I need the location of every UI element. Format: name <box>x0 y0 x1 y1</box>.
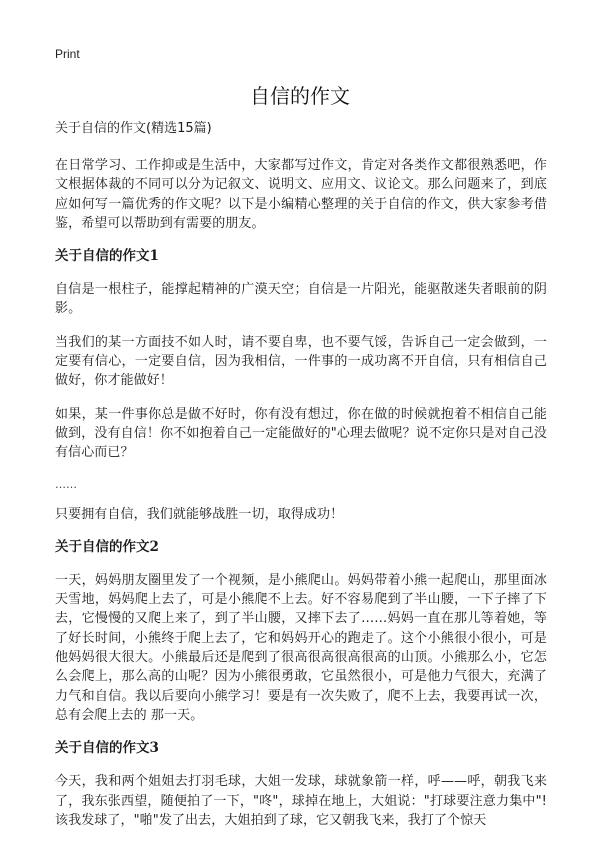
section-paragraph: 一天，妈妈朋友圈里发了一个视频，是小熊爬山。妈妈带着小熊一起爬山，那里面冰天雪地，妈妈爬上去了，可是小熊爬不上去。好不容易爬到了半山腰，一下子摔了下去，它慢慢的又爬上来了，到了半山腰，又摔下去了……妈妈一直在那儿等着她，等了好长时间，小熊终于爬上去了，它和妈妈开心的跑走了。这个小熊很小很小，可是他妈妈很大很大。小熊最后还是爬到了很高很高很高很高的山顶。小熊那么小，它怎么会爬上，那么高的山呢？因为小熊很勇敢，它虽然很小，可是他力气很大，充满了力气和自信。我以后要向小熊学习！要是有一次失败了，爬不上去，我要再试一次，总有会爬上去的 那一天。 <box>55 572 547 723</box>
document-body <box>55 120 547 844</box>
page-title: 自信的作文 <box>250 84 350 108</box>
section-heading: 关于自信的作文1 <box>55 248 159 265</box>
print-link[interactable]: Print <box>55 47 80 61</box>
intro-paragraph: 在日常学习、工作抑或是生活中，大家都写过作文，肯定对各类作文都很熟悉吧，作文根据体裁的不同可以分为记叙文、说明文、应用文、议论文。那么问题来了，到底应如何写一篇优秀的作文呢？以下是小编精心整理的关于自信的作文，供大家参考借鉴，希望可以帮助到有需要的朋友。 <box>55 158 547 231</box>
section-paragraph: 今天，我和两个姐姐去打羽毛球，大姐一发球，球就象箭一样，呼——呼，朝我飞来了，我东张西望，随便拍了一下，"咚"，球掉在地上，大姐说："打球要注意力集中"!该我发球了，"啪"发了出去，大姐拍到了球，它又朝我飞来，我打了个惊天 <box>55 774 547 828</box>
section-paragraph: 如果，某一件事你总是做不好时，你有没有想过，你在做的时候就抱着不相信自己能做到，没有自信！你不如抱着自己一定能做好的"心理去做呢？说不定你只是对自己没有信心而已？ <box>55 406 547 461</box>
document-subtitle: 关于自信的作文(精选15篇) <box>55 121 212 136</box>
section-heading: 关于自信的作文2 <box>55 538 159 555</box>
section-paragraph: 当我们的某一方面技不如人时，请不要自卑，也不要气馁，告诉自己一定会做到，一定要有信心，一定要自信，因为我相信，一件事的一成功离不开自信，只有相信自己做好，你才能做好！ <box>55 334 547 389</box>
section-paragraph: 只要拥有自信，我们就能够战胜一切，取得成功！ <box>55 506 344 522</box>
section-heading: 关于自信的作文3 <box>55 740 159 757</box>
ellipsis-marker: …… <box>55 477 77 491</box>
section-paragraph: 自信是一根柱子，能撑起精神的广漠天空；自信是一片阳光，能驱散迷失者眼前的阴影。 <box>55 282 547 317</box>
